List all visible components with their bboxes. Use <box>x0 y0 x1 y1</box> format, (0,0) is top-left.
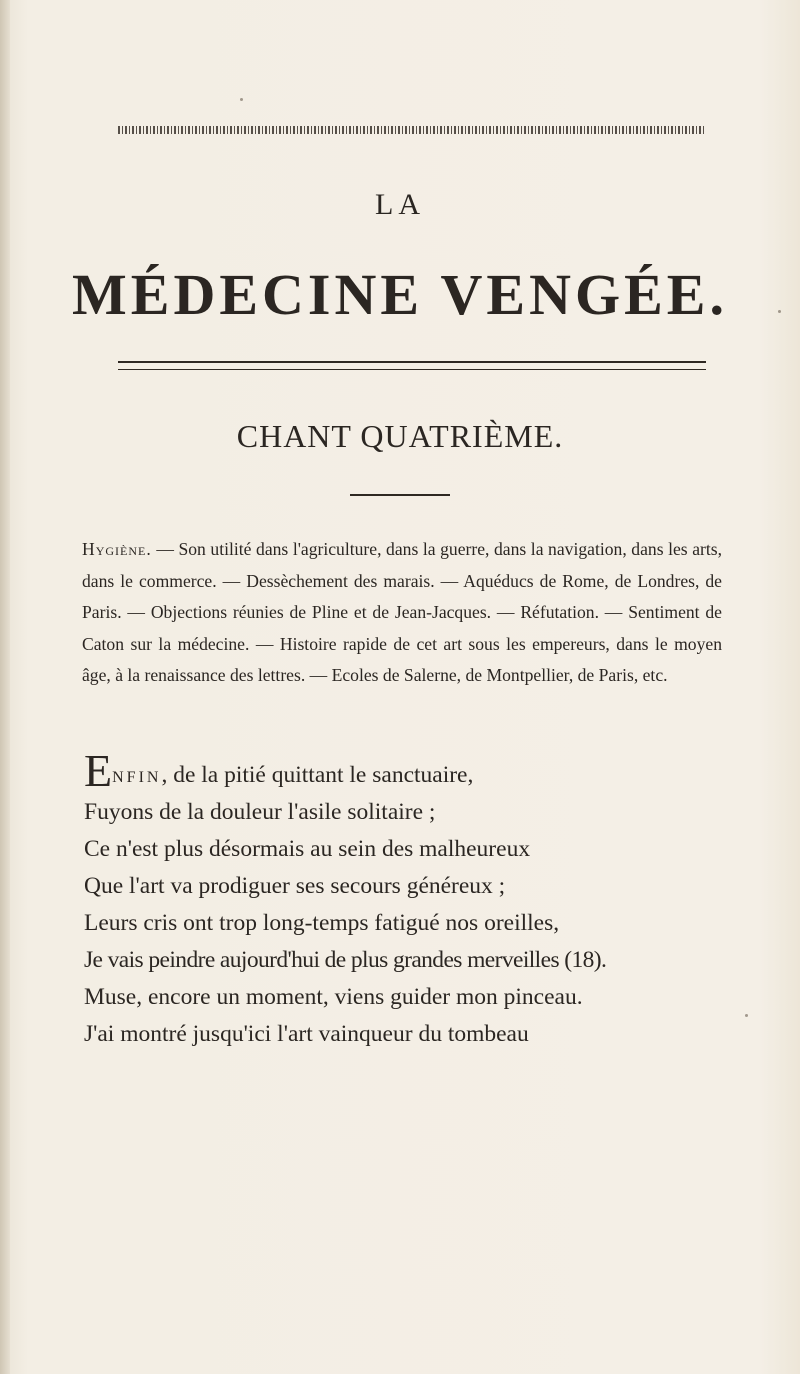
verse-line: Fuyons de la douleur l'asile solitaire ; <box>84 799 436 825</box>
verse-line: Leurs cris ont trop long-temps fatigué nos oreilles, <box>84 910 560 936</box>
verse-line: Ce n'est plus désormais au sein des malheureux <box>84 836 531 862</box>
paper-speck <box>745 1014 748 1017</box>
page-title: MÉDECINE VENGÉE. <box>72 262 728 327</box>
title-divider <box>118 361 706 370</box>
verse-line-1-text: , de la pitié quittant le sanctuaire, <box>161 762 474 788</box>
verse-line: Muse, encore un moment, viens guider mon pinceau. <box>84 984 583 1010</box>
chapter-divider <box>350 494 450 496</box>
title-article: LA <box>375 188 425 221</box>
argument-lead: Hygiène. <box>82 539 152 559</box>
ornamental-header-rule <box>118 126 706 134</box>
verse-line: Je vais peindre aujourd'hui de plus grandes merveilles (18). <box>84 947 607 973</box>
verse-line: J'ai montré jusqu'ici l'art vainqueur du tombeau <box>84 1021 529 1047</box>
argument-text: — Son utilité dans l'agriculture, dans la guerre, dans la navigation, dans les arts, dans le commerce. — Dessèchement des marais. — Aquéducs de Rome, de Londres, de Paris. — Objections réunies de Pline et de Jean-Jacques. — Réfutation. — Sentiment de Caton sur la médecine. — Histoire rapide de cet art sous les empereurs, dans le moyen âge, à la renaissance des lettres. — Ecoles de Salerne, de Montpellier, de Paris, etc. <box>82 539 722 685</box>
paper-speck <box>778 310 781 313</box>
verse-line: Que l'art va prodiguer ses secours généreux ; <box>84 873 506 899</box>
chapter-argument <box>82 534 722 692</box>
drop-cap: E <box>84 745 113 796</box>
verse-block <box>84 745 784 1053</box>
drop-cap-rest: nfin <box>112 762 162 788</box>
paper-speck <box>240 98 243 101</box>
verse-line-1 <box>84 745 784 796</box>
chapter-heading: CHANT QUATRIÈME. <box>236 418 564 454</box>
